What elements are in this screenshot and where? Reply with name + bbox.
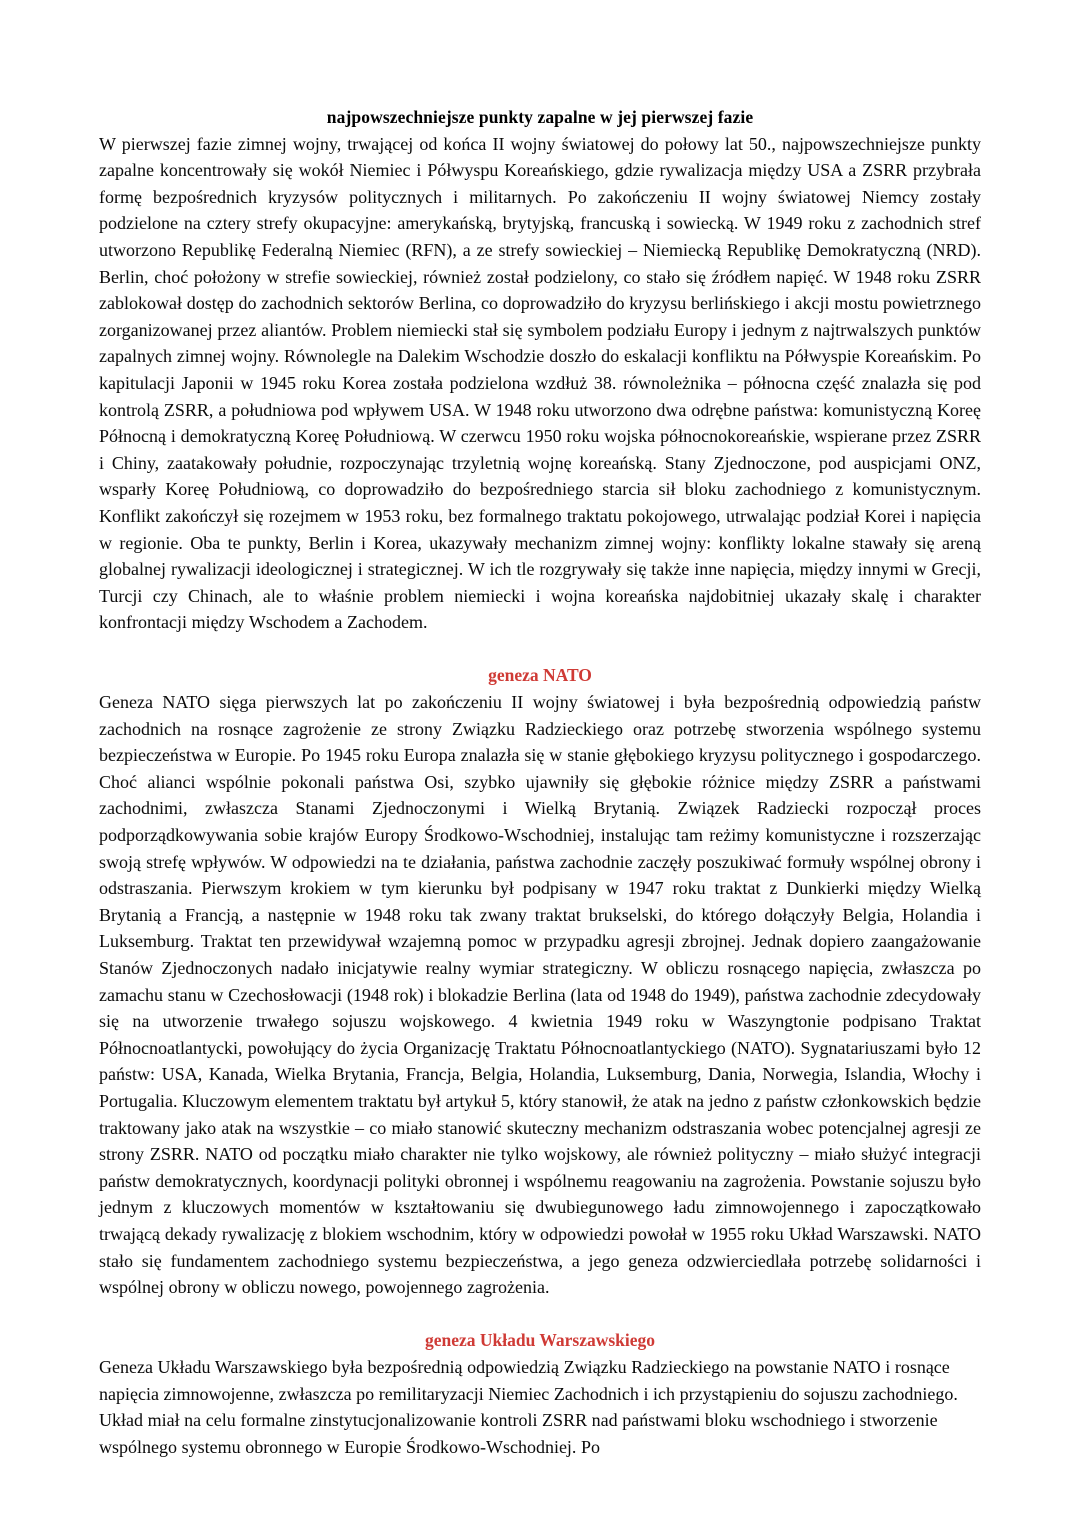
intro-paragraph: W pierwszej fazie zimnej wojny, trwającej od końca II wojny światowej do połowy lat 50., najpowszechniejsze punkty zapalne koncentrowały się wokół Niemiec i Półwyspu Koreańskiego, gdzie rywalizacja między USA a ZSRR przybrała formę bezpośrednich kryzysów politycznych i militarnych. Po zakończeniu II wojny światowej Niemcy zostały podzielone na cztery strefy okupacyjne: amerykańską, brytyjską, francuską i sowiecką. W 1949 roku z zachodnich stref utworzono Republikę Federalną Niemiec (RFN), a ze strefy sowieckiej – Niemiecką Republikę Demokratyczną (NRD). Berlin, choć położony w strefie sowieckiej, również został podzielony, co stało się źródłem napięć. W 1948 roku ZSRR zablokował dostęp do zachodnich sektorów Berlina, co doprowadziło do kryzysu berlińskiego i akcji mostu powietrznego zorganizowanej przez aliantów. Problem niemiecki stał się symbolem podziału Europy i jednym z najtrwalszych punktów zapalnych zimnej wojny. Równolegle na Dalekim Wschodzie doszło do eskalacji konfliktu na Półwyspie Koreańskim. Po kapitulacji Japonii w 1945 roku Korea została podzielona wzdłuż 38. równoleżnika – północna część znalazła się pod kontrolą ZSRR, a południowa pod wpływem USA. W 1948 roku utworzono dwa odrębne państwa: komunistyczną Koreę Północną i demokratyczną Koreę Południową. W czerwcu 1950 roku wojska północnokoreańskie, wspierane przez ZSRR i Chiny, zaatakowały południe, rozpoczynając trzyletnią wojnę koreańską. Stany Zjednoczone, pod auspicjami ONZ, wsparły Koreę Południową, co doprowadziło do bezpośredniego starcia sił bloku zachodniego z komunistycznym. Konflikt zakończył się rozejmem w 1953 roku, bez formalnego traktatu pokojowego, utrwalając podział Korei i napięcia w regionie. Oba te punkty, Berlin i Korea, ukazywały mechanizm zimnej wojny: konflikty lokalne stawały się areną globalnej rywalizacji ideologicznej i strategicznej. W ich tle rozgrywały się także inne napięcia, między innymi w Grecji, Turcji czy Chinach, ale to właśnie problem niemiecki i wojna koreańska najdobitniej ukazały skalę i charakter konfrontacji między Wschodem a Zachodem. [99,133,981,633]
nato-paragraph: Geneza NATO sięga pierwszych lat po zakończeniu II wojny światowej i była bezpośrednią odpowiedzią państw zachodnich na rosnące zagrożenie ze strony Związku Radzieckiego oraz potrzebę stworzenia wspólnego systemu bezpieczeństwa w Europie. Po 1945 roku Europa znalazła się w stanie głębokiego kryzysu politycznego i gospodarczego. Choć alianci wspólnie pokonali państwa Osi, szybko ujawniły się głębokie różnice między ZSRR a państwami zachodnimi, zwłaszcza Stanami Zjednoczonymi i Wielką Brytanią. Związek Radziecki rozpoczął proces podporządkowywania sobie krajów Europy Środkowo-Wschodniej, instalując tam reżimy komunistyczne i rozszerzając swoją strefę wpływów. W odpowiedzi na te działania, państwa zachodnie zaczęły poszukiwać formuły wspólnej obrony i odstraszania. Pierwszym krokiem w tym kierunku był podpisany w 1947 roku traktat z Dunkierki między Wielką Brytanią a Francją, a następnie w 1948 roku tak zwany traktat brukselski, do którego dołączyły Belgia, Holandia i Luksemburg. Traktat ten przewidywał wzajemną pomoc w przypadku agresji zbrojnej. Jednak dopiero zaangażowanie Stanów Zjednoczonych nadało inicjatywie realny wymiar strategiczny. W obliczu rosnącego napięcia, zwłaszcza po zamachu stanu w Czechosłowacji (1948 rok) i blokadzie Berlina (lata od 1948 do 1949), państwa zachodnie zdecydowały się na utworzenie trwałego sojuszu wojskowego. 4 kwietnia 1949 roku w Waszyngtonie podpisano Traktat Północnoatlantycki, powołujący do życia Organizację Traktatu Północnoatlantyckiego (NATO). Sygnatariuszami było 12 państw: USA, Kanada, Wielka Brytania, Francja, Belgia, Holandia, Luksemburg, Dania, Norwegia, Islandia, Włochy i Portugalia. Kluczowym elementem traktatu był artykuł 5, który stanowił, że atak na jedno z państw członkowskich będzie traktowany jako atak na wszystkie – co miało stanowić skuteczny mechanizm odstraszania wobec potencjalnej agresji ze strony ZSRR. NATO od początku miało charakter nie tylko wojskowy, ale również polityczny – miało służyć integracji państw demokratycznych, koordynacji polityki obronnej i wspólnemu reagowaniu na zagrożenia. Powstanie sojuszu było jednym z kluczowych momentów w kształtowaniu się dwubiegunowego ładu zimnowojennego i zapoczątkowało trwającą dekady rywalizację z blokiem wschodnim, który w odpowiedzi powołał w 1955 roku Układ Warszawski. NATO stało się fundamentem zachodniego systemu bezpieczeństwa, a jego geneza odzwierciedlała potrzebę solidarności i wspólnej obrony w obliczu nowego, powojennego zagrożenia. [99,692,981,1298]
page-title: najpowszechniejsze punkty zapalne w jej pierwszej fazie [326,107,754,127]
warsaw-pact-paragraph: Geneza Układu Warszawskiego była bezpośrednią odpowiedzią Związku Radzieckiego na powstanie NATO i rosnące napięcia zimnowojenne, zwłaszcza po remilitaryzacji Niemiec Zachodnich i ich przystąpieniu do sojuszu zachodniego. Układ miał na celu formalne zinstytucjonalizowanie kontroli ZSRR nad państwami bloku wschodniego i stworzenie wspólnego systemu obronnego w Europie Środkowo-Wschodniej. Po [99,1356,958,1457]
section-spacer [99,1301,981,1328]
document-content [99,104,981,1460]
section-spacer [99,636,981,663]
section-heading-nato: geneza NATO [488,665,592,686]
section-heading-warsaw-pact: geneza Układu Warszawskiego [424,1330,656,1351]
